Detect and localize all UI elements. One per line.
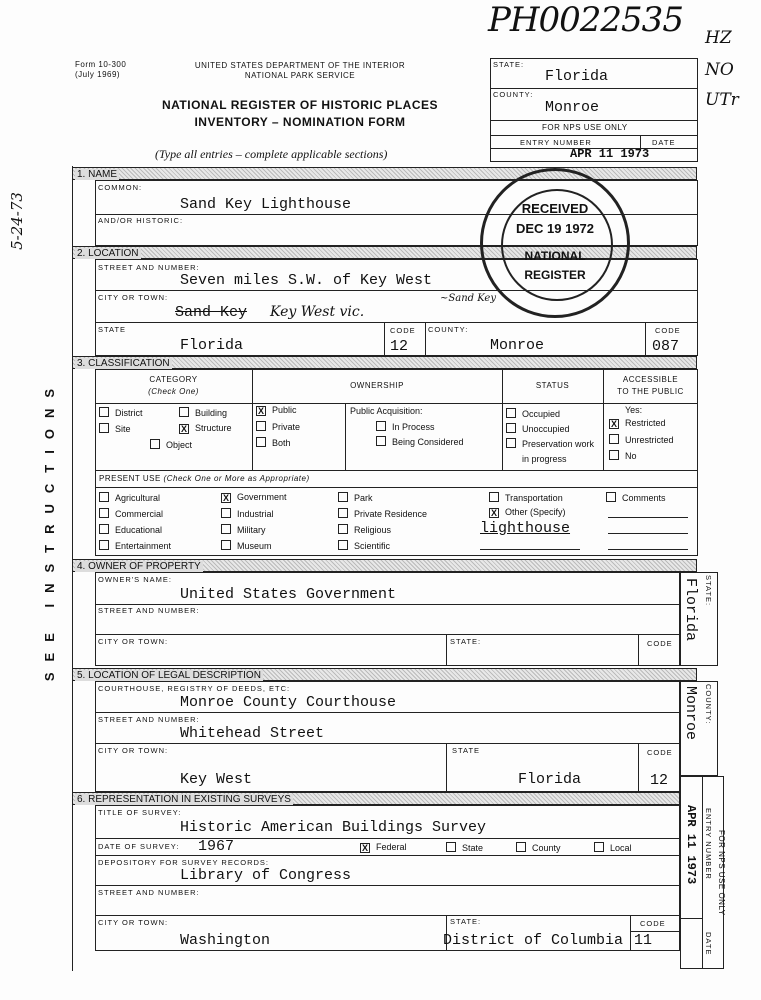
county-label: COUNTY: bbox=[428, 325, 469, 334]
status-option[interactable] bbox=[506, 423, 570, 435]
checkbox[interactable] bbox=[376, 436, 386, 446]
checkbox[interactable] bbox=[338, 492, 348, 502]
checkbox[interactable] bbox=[609, 450, 619, 460]
checkbox-label: Building bbox=[195, 408, 228, 418]
checkbox-label: Private Residence bbox=[354, 509, 428, 519]
city-label: CITY OR TOWN: bbox=[98, 293, 169, 302]
code-label: CODE bbox=[390, 326, 416, 335]
checkbox[interactable] bbox=[506, 438, 516, 448]
side-nps-use-only: FOR NPS USE ONLY bbox=[717, 830, 726, 916]
checkbox-label: Unoccupied bbox=[522, 424, 570, 434]
present-use-option[interactable] bbox=[221, 524, 266, 536]
checkbox-label: Both bbox=[272, 438, 291, 448]
survey-level-option[interactable] bbox=[446, 842, 483, 854]
checkbox-label: In Process bbox=[392, 422, 435, 432]
side-date-label: DATE bbox=[704, 932, 713, 956]
stamp-date: DEC 19 1972 bbox=[515, 221, 595, 236]
ownership-option[interactable] bbox=[256, 437, 291, 449]
form-number bbox=[75, 60, 126, 80]
stamp-national: NATIONAL bbox=[524, 249, 586, 263]
checkbox[interactable] bbox=[256, 421, 266, 431]
owner-label: OWNER'S NAME: bbox=[98, 575, 173, 584]
checkbox[interactable] bbox=[338, 508, 348, 518]
ownership-option[interactable] bbox=[256, 405, 297, 416]
ownership-header: OWNERSHIP bbox=[350, 381, 404, 390]
checkbox-label: Structure bbox=[195, 423, 232, 433]
checkbox[interactable]: X bbox=[222, 493, 229, 503]
section-title: 6. REPRESENTATION IN EXISTING SURVEYS bbox=[77, 794, 291, 805]
handwritten-note: UTr bbox=[705, 90, 739, 110]
category-option[interactable] bbox=[99, 407, 143, 419]
handwritten-id: PH0022535 bbox=[488, 0, 683, 40]
section-1-header bbox=[72, 167, 697, 180]
checkbox-label: Industrial bbox=[237, 509, 274, 519]
handwritten-note: HZ bbox=[705, 28, 732, 48]
checkbox-label: Federal bbox=[376, 842, 407, 852]
city-label: CITY OR TOWN: bbox=[98, 637, 169, 646]
department: UNITED STATES DEPARTMENT OF THE INTERIOR bbox=[194, 61, 406, 70]
checkbox[interactable] bbox=[99, 423, 109, 433]
category-option[interactable] bbox=[99, 423, 131, 435]
present-use-option[interactable] bbox=[221, 492, 287, 503]
code-value[interactable]: 11 bbox=[634, 932, 653, 949]
state-code-value[interactable]: 12 bbox=[390, 338, 409, 355]
checkbox-label: Local bbox=[610, 843, 632, 853]
state-value[interactable]: Florida bbox=[180, 337, 244, 354]
checkbox-label: No bbox=[625, 451, 637, 461]
checkbox[interactable]: X bbox=[610, 419, 617, 429]
checkbox-label: Educational bbox=[115, 525, 163, 535]
city-struck-value[interactable]: Sand Key bbox=[175, 304, 248, 321]
county-code-label: CODE bbox=[655, 326, 681, 335]
section-6-header bbox=[72, 792, 680, 805]
section-4-header bbox=[72, 559, 697, 572]
historic-label: AND/OR HISTORIC: bbox=[98, 216, 184, 225]
checkbox-label: Restricted bbox=[625, 418, 666, 428]
county-code-value[interactable]: 087 bbox=[652, 338, 680, 355]
street-label: STREET AND NUMBER: bbox=[98, 715, 200, 724]
checkbox-label: Object bbox=[166, 440, 193, 450]
survey-level-option[interactable] bbox=[516, 842, 561, 854]
checkbox[interactable] bbox=[99, 540, 109, 550]
survey-title-value[interactable]: Historic American Buildings Survey bbox=[180, 819, 487, 836]
checkbox-label: Commercial bbox=[115, 509, 164, 519]
section-title: 4. OWNER OF PROPERTY bbox=[77, 561, 201, 572]
checkbox[interactable] bbox=[99, 524, 109, 534]
received-stamp bbox=[480, 168, 630, 318]
checkbox[interactable]: X bbox=[257, 406, 264, 416]
side-entry-number-label: ENTRY NUMBER bbox=[704, 808, 713, 880]
status-continuation: in progress bbox=[522, 454, 567, 464]
side-county-value: Monroe bbox=[682, 686, 699, 741]
checkbox[interactable] bbox=[99, 407, 109, 417]
category-header: CATEGORY bbox=[149, 375, 198, 384]
stamp-received: RECEIVED bbox=[521, 201, 589, 216]
city-label: CITY OR TOWN: bbox=[98, 746, 169, 755]
checkbox-label: Comments bbox=[622, 493, 666, 503]
present-use-option[interactable] bbox=[489, 492, 563, 504]
handwritten-street-note: ~Sand Key bbox=[440, 293, 496, 304]
checkbox-label: Being Considered bbox=[392, 437, 464, 447]
city-value[interactable]: Washington bbox=[180, 932, 271, 949]
accessible-option[interactable] bbox=[609, 450, 637, 462]
category-option[interactable] bbox=[179, 407, 227, 419]
street-label: STREET AND NUMBER: bbox=[98, 263, 200, 272]
checkbox-label: County bbox=[532, 843, 561, 853]
status-header: STATUS bbox=[535, 381, 570, 390]
checkbox-label: State bbox=[462, 843, 484, 853]
status-option[interactable] bbox=[506, 438, 594, 450]
present-use-option[interactable] bbox=[221, 540, 272, 552]
checkbox-label: Public bbox=[272, 405, 297, 415]
checkbox-label: Agricultural bbox=[115, 493, 161, 503]
survey-level-option[interactable] bbox=[594, 842, 632, 854]
title-line-1: NATIONAL REGISTER OF HISTORIC PLACES bbox=[161, 98, 439, 112]
department-heading bbox=[170, 61, 430, 81]
county-value: Monroe bbox=[545, 99, 600, 116]
depository-label: DEPOSITORY FOR SURVEY RECORDS: bbox=[98, 858, 270, 867]
checkbox[interactable]: X bbox=[180, 424, 187, 434]
ownership-option[interactable] bbox=[256, 421, 300, 433]
present-use-option[interactable] bbox=[338, 508, 427, 520]
acquisition-option[interactable] bbox=[376, 436, 464, 448]
state-label: STATE: bbox=[493, 60, 525, 69]
checkbox[interactable] bbox=[99, 508, 109, 518]
checkbox-label: Transportation bbox=[505, 493, 563, 503]
handwritten-side-date: 5-24-73 bbox=[7, 192, 26, 250]
state-label: STATE bbox=[98, 325, 127, 334]
state-value: Florida bbox=[545, 68, 609, 85]
code-label: CODE bbox=[647, 748, 673, 757]
checkbox[interactable] bbox=[609, 434, 619, 444]
checkbox-label: Religious bbox=[354, 525, 392, 535]
accessible-option[interactable] bbox=[609, 434, 674, 446]
present-use-option[interactable] bbox=[99, 508, 163, 520]
instructions-text: (Type all entries – complete applicable sections) bbox=[155, 147, 388, 161]
street-value[interactable]: Seven miles S.W. of Key West bbox=[180, 272, 433, 289]
checkbox-label: Site bbox=[115, 424, 131, 434]
county-label: COUNTY: bbox=[493, 90, 534, 99]
checkbox-label: Other (Specify) bbox=[505, 507, 566, 517]
depository-value[interactable]: Library of Congress bbox=[180, 867, 352, 884]
checkbox-label: Scientific bbox=[354, 541, 391, 551]
street-value[interactable]: Whitehead Street bbox=[180, 725, 325, 742]
accessible-header: ACCESSIBLE bbox=[622, 375, 679, 384]
checkbox-label: Unrestricted bbox=[625, 435, 674, 445]
checkbox[interactable] bbox=[256, 437, 266, 447]
date-label: DATE bbox=[652, 138, 676, 147]
checkbox[interactable] bbox=[516, 842, 526, 852]
nps-use-only: FOR NPS USE ONLY bbox=[542, 123, 628, 132]
checkbox[interactable] bbox=[221, 524, 231, 534]
present-use-option[interactable] bbox=[221, 508, 274, 520]
accessible-option[interactable] bbox=[609, 418, 666, 429]
other-specify-value[interactable]: lighthouse bbox=[480, 520, 571, 537]
city-value[interactable]: Key West bbox=[180, 771, 253, 788]
category-sub: (Check One) bbox=[148, 387, 199, 396]
code-label: CODE bbox=[640, 919, 666, 928]
title-line-2: INVENTORY – NOMINATION FORM bbox=[194, 115, 406, 129]
checkbox[interactable] bbox=[179, 407, 189, 417]
checkbox[interactable] bbox=[606, 492, 616, 502]
checkbox[interactable] bbox=[506, 423, 516, 433]
page-title bbox=[140, 97, 460, 131]
checkbox[interactable]: X bbox=[490, 508, 497, 518]
present-use-option[interactable] bbox=[99, 492, 160, 504]
section-title: 1. NAME bbox=[77, 169, 118, 180]
side-county-label: COUNTY: bbox=[704, 684, 713, 725]
present-use-option[interactable] bbox=[338, 540, 390, 552]
code-value[interactable]: 12 bbox=[650, 772, 669, 789]
state-label: STATE bbox=[452, 746, 481, 755]
present-use-option[interactable] bbox=[99, 524, 162, 536]
accessible-header-2: TO THE PUBLIC bbox=[617, 387, 684, 396]
checkbox[interactable] bbox=[221, 540, 231, 550]
county-value[interactable]: Monroe bbox=[490, 337, 545, 354]
owner-value[interactable]: United States Government bbox=[180, 586, 397, 603]
category-option[interactable] bbox=[150, 439, 192, 451]
checkbox-label: Private bbox=[272, 422, 301, 432]
checkbox[interactable] bbox=[99, 492, 109, 502]
form-number-text: Form 10-300 bbox=[75, 60, 127, 69]
present-use-label bbox=[99, 474, 310, 484]
checkbox[interactable] bbox=[338, 540, 348, 550]
accessible-yes-label: Yes: bbox=[625, 405, 643, 415]
present-use-option[interactable] bbox=[489, 507, 566, 518]
present-use-option[interactable] bbox=[99, 540, 171, 552]
checkbox-label: Entertainment bbox=[115, 541, 172, 551]
section-title: 5. LOCATION OF LEGAL DESCRIPTION bbox=[77, 670, 261, 681]
stamp-register: REGISTER bbox=[524, 268, 586, 282]
side-state-value: Florida bbox=[682, 578, 699, 642]
checkbox[interactable] bbox=[446, 842, 456, 852]
street-label: STREET AND NUMBER: bbox=[98, 606, 200, 615]
courthouse-value[interactable]: Monroe County Courthouse bbox=[180, 694, 397, 711]
entry-number-label: ENTRY NUMBER bbox=[520, 138, 592, 147]
side-date-stamp: APR 11 1973 bbox=[684, 805, 698, 885]
common-label: COMMON: bbox=[98, 183, 143, 192]
checkbox-label: Park bbox=[354, 493, 373, 503]
section-3-header bbox=[72, 356, 697, 369]
section-5-header bbox=[72, 668, 697, 681]
city-handwritten-value: Key West vic. bbox=[270, 304, 365, 320]
acquisition-option[interactable] bbox=[376, 421, 435, 433]
date-stamp: APR 11 1973 bbox=[570, 147, 650, 161]
survey-date-value[interactable]: 1967 bbox=[198, 838, 235, 855]
checkbox-label: Museum bbox=[237, 541, 272, 551]
form-date: (July 1969) bbox=[75, 70, 121, 79]
checkbox[interactable] bbox=[594, 842, 604, 852]
present-use-option[interactable] bbox=[338, 524, 391, 536]
courthouse-label: COURTHOUSE, REGISTRY OF DEEDS, ETC: bbox=[98, 684, 291, 693]
checkbox[interactable] bbox=[221, 508, 231, 518]
state-value[interactable]: District of Columbia bbox=[443, 932, 624, 949]
present-use-title: PRESENT USE bbox=[99, 474, 161, 483]
present-use-sub: (Check One or More as Appropriate) bbox=[163, 474, 310, 483]
classification-fields bbox=[95, 369, 698, 556]
code-label: CODE bbox=[647, 639, 673, 648]
state-label: STATE: bbox=[450, 637, 482, 646]
checkbox[interactable] bbox=[489, 492, 499, 502]
service: NATIONAL PARK SERVICE bbox=[244, 71, 356, 80]
category-option[interactable] bbox=[179, 423, 232, 434]
state-label: STATE: bbox=[450, 917, 482, 926]
state-value[interactable]: Florida bbox=[518, 771, 582, 788]
section-title: 2. LOCATION bbox=[77, 248, 139, 259]
street-label: STREET AND NUMBER: bbox=[98, 888, 200, 897]
checkbox-label: Military bbox=[237, 525, 266, 535]
common-name-value[interactable]: Sand Key Lighthouse bbox=[180, 196, 352, 213]
present-use-option[interactable] bbox=[606, 492, 666, 504]
checkbox[interactable] bbox=[376, 421, 386, 431]
acquisition-label: Public Acquisition: bbox=[350, 406, 423, 416]
city-label: CITY OR TOWN: bbox=[98, 918, 169, 927]
checkbox[interactable] bbox=[338, 524, 348, 534]
present-use-option[interactable] bbox=[338, 492, 373, 504]
side-state-label: STATE: bbox=[704, 575, 713, 607]
status-option[interactable] bbox=[506, 408, 560, 420]
survey-title-label: TITLE OF SURVEY: bbox=[98, 808, 182, 817]
see-instructions: SEE INSTRUCTIONS bbox=[42, 378, 57, 682]
checkbox-label: Preservation work bbox=[522, 439, 595, 449]
survey-date-label: DATE OF SURVEY: bbox=[98, 842, 180, 851]
checkbox[interactable] bbox=[150, 439, 160, 449]
survey-level-option[interactable] bbox=[360, 842, 407, 853]
handwritten-note: NO bbox=[705, 60, 734, 80]
checkbox-label: Government bbox=[237, 492, 287, 502]
checkbox-label: Occupied bbox=[522, 409, 561, 419]
section-title: 3. CLASSIFICATION bbox=[77, 358, 170, 369]
checkbox[interactable] bbox=[506, 408, 516, 418]
checkbox-label: District bbox=[115, 408, 143, 418]
checkbox[interactable]: X bbox=[361, 843, 368, 853]
